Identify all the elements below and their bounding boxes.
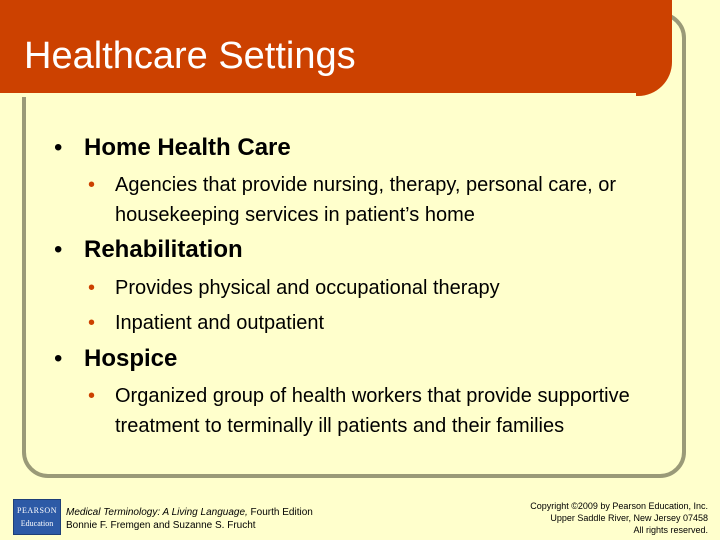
bullet-dot: • [54, 236, 63, 263]
bullet-dot: • [88, 277, 96, 299]
book-edition: Fourth Edition [247, 507, 313, 518]
copyright-line: All rights reserved. [633, 525, 708, 535]
footer-copyright [530, 500, 708, 536]
book-authors: Bonnie F. Fremgen and Suzanne S. Frucht [66, 520, 256, 531]
logo-top-text: PEARSON [17, 506, 57, 515]
section-heading: Rehabilitation [84, 236, 243, 263]
bullet-dot: • [88, 312, 96, 334]
pearson-education-logo [13, 499, 61, 535]
bullet-dot: • [54, 134, 63, 161]
sub-bullet-text: Organized group of health workers that provide supportive treatment to terminally ill patients and their families [115, 385, 630, 437]
logo-bottom-text: Education [20, 519, 54, 528]
sub-bullet-text: Provides physical and occupational therapy [115, 277, 500, 299]
sub-bullet-text: Inpatient and outpatient [115, 312, 325, 334]
book-title: Medical Terminology: A Living Language, [66, 507, 248, 518]
section-heading: Hospice [84, 345, 178, 372]
sub-bullet-text: Agencies that provide nursing, therapy, personal care, or housekeeping services in patient’s home [115, 174, 617, 226]
copyright-line: Copyright ©2009 by Pearson Education, Inc. [530, 501, 708, 511]
bullet-dot: • [88, 385, 96, 407]
bullet-dot: • [54, 345, 63, 372]
section-heading: Home Health Care [84, 134, 291, 161]
slide-title: Healthcare Settings [24, 35, 356, 77]
footer-citation [66, 506, 313, 532]
copyright-line: Upper Saddle River, New Jersey 07458 [550, 513, 708, 523]
bullet-dot: • [88, 174, 96, 196]
